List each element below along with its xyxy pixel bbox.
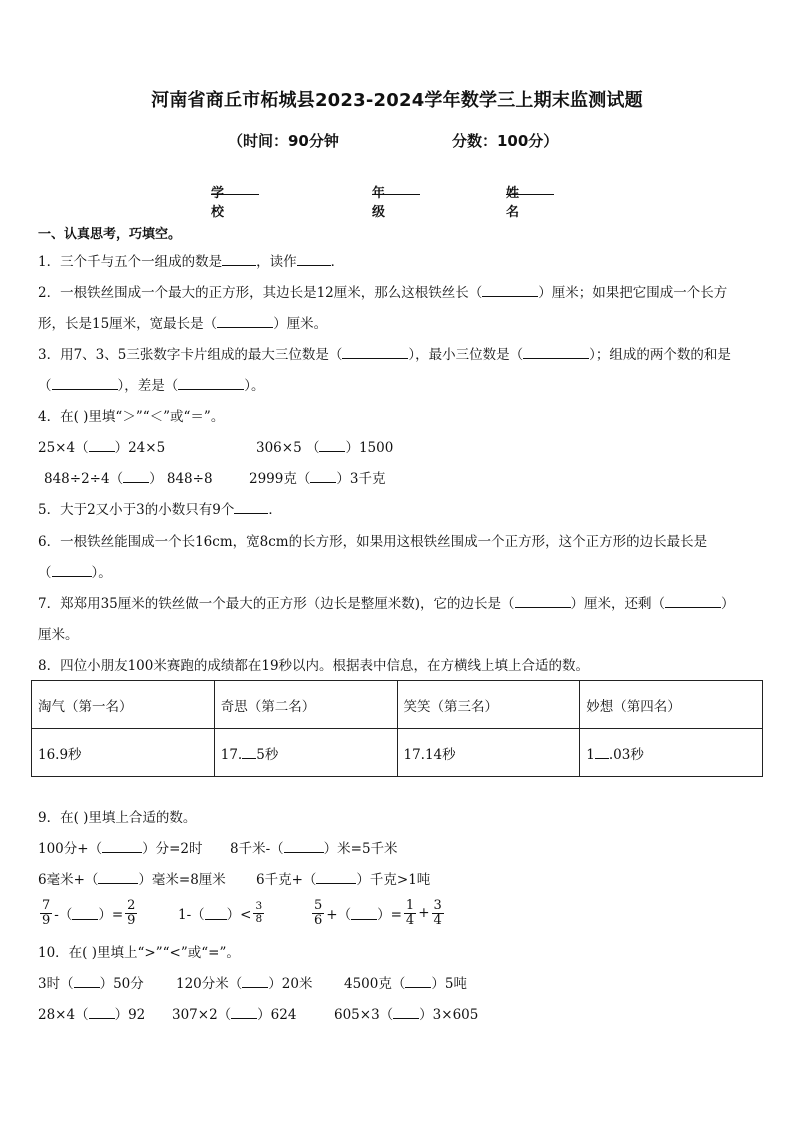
q7-text-3: ）: [721, 596, 735, 612]
table-header-cell: 奇思（第二名）: [214, 681, 397, 729]
q9-blank-7[interactable]: [351, 907, 377, 920]
q10-text-2: ）50分: [99, 976, 144, 992]
table-cell: 16.9秒: [32, 729, 215, 777]
q10-blank-2[interactable]: [242, 975, 268, 988]
q10-text-8: ）92: [114, 1007, 146, 1023]
fraction: [312, 899, 324, 927]
q7-blank-1[interactable]: [515, 595, 571, 608]
q10-blank-4[interactable]: [89, 1006, 115, 1019]
question-3-line-1: [38, 343, 731, 363]
q9-item-2: [230, 837, 398, 857]
question-7-line-2: 厘米。: [38, 627, 79, 643]
q10-text-6: ）5吨: [431, 976, 467, 992]
question-4-row-2: [44, 467, 386, 487]
q7-text-2: ）厘米，还剩（: [570, 596, 666, 612]
q2-text: 2．一根铁丝围成一个最大的正方形，其边长是12厘米，那么这根铁丝长（: [38, 285, 483, 301]
question-6-line-2: [38, 561, 112, 581]
question-3-line-2: [38, 374, 265, 394]
table-cell: [580, 729, 763, 777]
q2-text-2: ）厘米；如果把它围成一个长方: [538, 285, 728, 301]
q10-text-11: 605×3（: [334, 1007, 394, 1023]
q4-text: 25×4（: [38, 440, 89, 456]
q8-blank-2[interactable]: [595, 746, 609, 759]
numerator: 2: [127, 897, 136, 913]
question-9-row-1: [38, 837, 398, 857]
question-7-line-1: [38, 592, 735, 612]
q10-item-3: [344, 972, 467, 992]
question-10-row-2: [38, 1003, 479, 1023]
q5-blank[interactable]: [234, 501, 268, 514]
q9-text: 100分+（: [38, 841, 103, 857]
question-5: [38, 498, 282, 518]
numerator: 1: [405, 897, 415, 913]
school-blank[interactable]: [211, 182, 259, 195]
question-6-line-1: 6．一根铁丝能围成一个长16cm，宽8cm的长方形，如果用这根铁丝围成一个正方形，这个正方形的边长最长是: [38, 534, 708, 550]
q4-blank-4[interactable]: [310, 470, 336, 483]
denominator: 9: [42, 912, 51, 928]
school-label: 学校: [211, 186, 225, 220]
plus-sign: +: [418, 905, 430, 921]
grade-label: 年级: [372, 186, 386, 220]
table-header-cell: 笑笑（第三名）: [397, 681, 580, 729]
q10-item-5: [172, 1003, 296, 1023]
q9-item-7: [310, 894, 446, 932]
q4-text-7: 2999克（: [249, 471, 311, 487]
table-cell: [214, 729, 397, 777]
q9-blank-1[interactable]: [102, 840, 142, 853]
q10-text-5: 4500克（: [344, 976, 406, 992]
q9-text-7: 6千克+（: [256, 872, 317, 888]
q3-blank-3[interactable]: [52, 377, 118, 390]
question-10-row-1: [38, 972, 467, 992]
q2-text-4: ）厘米。: [273, 316, 328, 332]
q7-text: 7．郑郑用35厘米的铁丝做一个最大的正方形（边长是整厘米数)，它的边长是（: [38, 596, 515, 612]
fraction: [125, 899, 137, 927]
q6-blank[interactable]: [52, 564, 92, 577]
q4-item-4: [249, 467, 385, 487]
fraction: [253, 901, 264, 924]
name-label: 姓名: [506, 186, 520, 220]
q1-text-2: ，读作: [256, 254, 297, 270]
section-title: 一、认真思考，巧填空。: [38, 227, 182, 242]
q4-blank-1[interactable]: [89, 439, 115, 452]
q9-text-9: -（: [54, 907, 73, 923]
q6-text-2: ）。: [91, 565, 112, 581]
q9-text-11: 1-（: [178, 907, 205, 923]
q1-blank-1[interactable]: [222, 253, 256, 266]
q4-text-5: 848÷2÷4（: [44, 471, 124, 487]
q3-text-3: ）；组成的两个数的和是: [589, 347, 731, 363]
cell-text: 5秒: [256, 746, 279, 763]
cell-text: 17.: [220, 746, 243, 763]
q1-text: 1．三个千与五个一组成的数是: [38, 254, 223, 270]
q10-blank-5[interactable]: [231, 1006, 257, 1019]
page-title: 河南省商丘市柘城县2023-2024学年数学三上期末监测试题: [151, 90, 643, 111]
q4-item-2: [256, 436, 393, 456]
q1-blank-2[interactable]: [297, 253, 331, 266]
cell-text: 1: [586, 746, 595, 763]
q10-text-10: ）624: [257, 1007, 297, 1023]
results-table: [31, 680, 763, 777]
q9-text-4: ）米=5千米: [323, 841, 398, 857]
exam-time: （时间：90分钟: [228, 132, 339, 150]
question-2-line-1: [38, 281, 727, 301]
q4-text-4: ）1500: [345, 440, 394, 456]
cell-text: .03秒: [608, 746, 644, 763]
q4-text-2: ）24×5: [114, 440, 166, 456]
grade-blank[interactable]: [372, 182, 420, 195]
q10-item-6: [334, 1003, 478, 1023]
q3-text-6: ）。: [244, 378, 265, 394]
question-10-title: 10．在( )里填上“>”“<”或“=”。: [38, 945, 240, 961]
q5-text: 5．大于2又小于3的小数只有9个: [38, 502, 235, 518]
q9-text-3: 8千米-（: [230, 841, 284, 857]
q3-blank-1[interactable]: [342, 346, 408, 359]
fraction: [40, 899, 52, 927]
numerator: 7: [42, 897, 51, 913]
q2-blank-2[interactable]: [217, 315, 273, 328]
q9-text-5: 6毫米+（: [38, 872, 99, 888]
denominator: 8: [255, 912, 263, 925]
exam-score: 分数：100分）: [452, 132, 559, 150]
q9-blank-3[interactable]: [98, 871, 138, 884]
question-2-line-2: [38, 312, 327, 332]
q6-text: （: [38, 565, 52, 581]
q4-blank-2[interactable]: [319, 439, 345, 452]
q10-text: 3时（: [38, 976, 74, 992]
question-4-row-1: [38, 436, 394, 456]
q5-text-2: ．: [268, 502, 282, 518]
q3-text-4: （: [38, 378, 52, 394]
name-blank[interactable]: [506, 182, 554, 195]
q9-text-12: ）<: [226, 907, 252, 923]
q9-item-6: [178, 894, 266, 932]
q4-blank-3[interactable]: [123, 470, 149, 483]
question-8-title: 8．四位小朋友100米赛跑的成绩都在19秒以内。根据表中信息，在方横线上填上合适的数。: [38, 658, 590, 674]
numerator: 5: [314, 897, 323, 913]
q10-blank-1[interactable]: [74, 975, 100, 988]
table-cell: 17.14秒: [397, 729, 580, 777]
question-9-row-2: [38, 868, 431, 888]
q9-text-10: ）=: [98, 907, 124, 923]
q9-text-6: ）毫米=8厘米: [138, 872, 226, 888]
denominator: 4: [405, 912, 415, 928]
denominator: 9: [127, 912, 136, 928]
q9-text-2: ）分=2时: [142, 841, 203, 857]
q4-text-8: ）3千克: [336, 471, 386, 487]
fraction: [432, 899, 444, 927]
table-header-cell: 妙想（第四名）: [580, 681, 763, 729]
q10-text-9: 307×2（: [172, 1007, 232, 1023]
question-4-title: 4．在( )里填“＞”“＜”或“＝”。: [38, 409, 225, 425]
q3-blank-2[interactable]: [523, 346, 589, 359]
numerator: 3: [255, 900, 263, 913]
denominator: 4: [433, 912, 442, 928]
question-1: [38, 250, 344, 270]
q9-blank-4[interactable]: [316, 871, 356, 884]
table-row: [32, 729, 763, 777]
q1-text-3: ．: [330, 254, 345, 270]
q9-item-4: [256, 868, 430, 888]
q10-text-7: 28×4（: [38, 1007, 89, 1023]
q3-text-5: ），差是（: [117, 378, 179, 394]
q8-blank-1[interactable]: [242, 746, 256, 759]
q10-item-2: [176, 972, 312, 992]
q9-blank-5[interactable]: [72, 907, 98, 920]
denominator: 6: [314, 912, 323, 928]
q10-blank-6[interactable]: [393, 1006, 419, 1019]
q9-blank-6[interactable]: [205, 907, 227, 920]
table-header-cell: 淘气（第一名）: [32, 681, 215, 729]
q9-text-13: +（: [326, 907, 352, 923]
q10-text-3: 120分米（: [176, 976, 243, 992]
q2-blank-1[interactable]: [482, 284, 538, 297]
q7-blank-2[interactable]: [665, 595, 721, 608]
table-header-row: [32, 681, 763, 729]
q3-text: 3．用7、3、5三张数字卡片组成的最大三位数是（: [38, 347, 343, 363]
q9-text-8: ）千克>1吨: [356, 872, 431, 888]
q2-text-3: 形，长是15厘米，宽最长是（: [38, 316, 218, 332]
numerator: 3: [433, 897, 442, 913]
q3-text-2: ），最小三位数是（: [408, 347, 524, 363]
q9-text-14: ）=: [377, 907, 402, 923]
q4-text-3: 306×5 （: [256, 440, 320, 456]
q3-blank-4[interactable]: [178, 377, 244, 390]
question-9-title: 9．在( )里填上合适的数。: [38, 810, 197, 826]
question-9-row-3: [38, 894, 442, 932]
q10-text-4: ）20米: [268, 976, 313, 992]
fraction: [404, 899, 416, 927]
q4-text-6: ） 848÷8: [149, 471, 213, 487]
q10-text-12: ）3×605: [419, 1007, 479, 1023]
q9-blank-2[interactable]: [284, 840, 324, 853]
q10-blank-3[interactable]: [405, 975, 431, 988]
